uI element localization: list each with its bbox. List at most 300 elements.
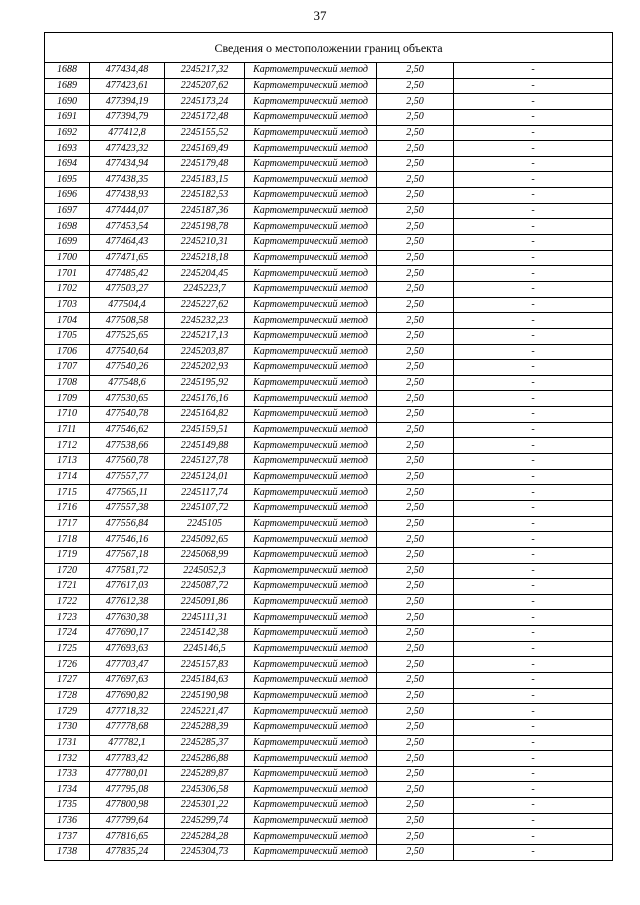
table-row bbox=[45, 422, 613, 438]
method-cell: Картометрический метод bbox=[245, 813, 377, 829]
method-cell: Картометрический метод bbox=[245, 156, 377, 172]
point-number-cell: 1703 bbox=[45, 297, 90, 313]
point-number-cell: 1694 bbox=[45, 156, 90, 172]
method-cell: Картометрический метод bbox=[245, 532, 377, 548]
point-number-cell: 1704 bbox=[45, 313, 90, 329]
description-cell: - bbox=[454, 141, 613, 157]
y-coordinate-cell: 2245164,82 bbox=[165, 407, 245, 423]
description-cell: - bbox=[454, 250, 613, 266]
description-cell: - bbox=[454, 297, 613, 313]
point-number-cell: 1696 bbox=[45, 188, 90, 204]
x-coordinate-cell: 477816,65 bbox=[90, 829, 165, 845]
y-coordinate-cell: 2245107,72 bbox=[165, 500, 245, 516]
accuracy-cell: 2,50 bbox=[377, 141, 454, 157]
method-cell: Картометрический метод bbox=[245, 751, 377, 767]
x-coordinate-cell: 477557,77 bbox=[90, 469, 165, 485]
point-number-cell: 1698 bbox=[45, 219, 90, 235]
accuracy-cell: 2,50 bbox=[377, 109, 454, 125]
description-cell: - bbox=[454, 704, 613, 720]
point-number-cell: 1713 bbox=[45, 454, 90, 470]
table-row bbox=[45, 594, 613, 610]
x-coordinate-cell: 477546,16 bbox=[90, 532, 165, 548]
point-number-cell: 1732 bbox=[45, 751, 90, 767]
table-title-row bbox=[45, 33, 613, 63]
method-cell: Картометрический метод bbox=[245, 500, 377, 516]
accuracy-cell: 2,50 bbox=[377, 782, 454, 798]
point-number-cell: 1688 bbox=[45, 63, 90, 79]
y-coordinate-cell: 2245105 bbox=[165, 516, 245, 532]
accuracy-cell: 2,50 bbox=[377, 281, 454, 297]
point-number-cell: 1729 bbox=[45, 704, 90, 720]
point-number-cell: 1724 bbox=[45, 626, 90, 642]
description-cell: - bbox=[454, 469, 613, 485]
point-number-cell: 1721 bbox=[45, 579, 90, 595]
table-row bbox=[45, 845, 613, 861]
point-number-cell: 1722 bbox=[45, 594, 90, 610]
description-cell: - bbox=[454, 344, 613, 360]
description-cell: - bbox=[454, 454, 613, 470]
table-row bbox=[45, 125, 613, 141]
accuracy-cell: 2,50 bbox=[377, 328, 454, 344]
x-coordinate-cell: 477530,65 bbox=[90, 391, 165, 407]
accuracy-cell: 2,50 bbox=[377, 203, 454, 219]
accuracy-cell: 2,50 bbox=[377, 63, 454, 79]
point-number-cell: 1736 bbox=[45, 813, 90, 829]
accuracy-cell: 2,50 bbox=[377, 297, 454, 313]
y-coordinate-cell: 2245217,13 bbox=[165, 328, 245, 344]
accuracy-cell: 2,50 bbox=[377, 266, 454, 282]
y-coordinate-cell: 2245195,92 bbox=[165, 375, 245, 391]
description-cell: - bbox=[454, 751, 613, 767]
accuracy-cell: 2,50 bbox=[377, 422, 454, 438]
table-row bbox=[45, 454, 613, 470]
method-cell: Картометрический метод bbox=[245, 281, 377, 297]
x-coordinate-cell: 477697,63 bbox=[90, 672, 165, 688]
description-cell: - bbox=[454, 766, 613, 782]
method-cell: Картометрический метод bbox=[245, 109, 377, 125]
method-cell: Картометрический метод bbox=[245, 579, 377, 595]
x-coordinate-cell: 477800,98 bbox=[90, 798, 165, 814]
table-row bbox=[45, 203, 613, 219]
method-cell: Картометрический метод bbox=[245, 360, 377, 376]
table-row bbox=[45, 94, 613, 110]
point-number-cell: 1695 bbox=[45, 172, 90, 188]
table-row bbox=[45, 485, 613, 501]
description-cell: - bbox=[454, 500, 613, 516]
description-cell: - bbox=[454, 375, 613, 391]
x-coordinate-cell: 477423,32 bbox=[90, 141, 165, 157]
description-cell: - bbox=[454, 719, 613, 735]
y-coordinate-cell: 2245210,31 bbox=[165, 235, 245, 251]
table-row bbox=[45, 250, 613, 266]
point-number-cell: 1708 bbox=[45, 375, 90, 391]
description-cell: - bbox=[454, 579, 613, 595]
description-cell: - bbox=[454, 532, 613, 548]
accuracy-cell: 2,50 bbox=[377, 641, 454, 657]
description-cell: - bbox=[454, 94, 613, 110]
point-number-cell: 1705 bbox=[45, 328, 90, 344]
x-coordinate-cell: 477546,62 bbox=[90, 422, 165, 438]
accuracy-cell: 2,50 bbox=[377, 94, 454, 110]
table-row bbox=[45, 579, 613, 595]
point-number-cell: 1697 bbox=[45, 203, 90, 219]
method-cell: Картометрический метод bbox=[245, 547, 377, 563]
method-cell: Картометрический метод bbox=[245, 172, 377, 188]
point-number-cell: 1728 bbox=[45, 688, 90, 704]
accuracy-cell: 2,50 bbox=[377, 125, 454, 141]
accuracy-cell: 2,50 bbox=[377, 829, 454, 845]
y-coordinate-cell: 2245202,93 bbox=[165, 360, 245, 376]
x-coordinate-cell: 477799,64 bbox=[90, 813, 165, 829]
method-cell: Картометрический метод bbox=[245, 344, 377, 360]
x-coordinate-cell: 477718,32 bbox=[90, 704, 165, 720]
method-cell: Картометрический метод bbox=[245, 328, 377, 344]
point-number-cell: 1718 bbox=[45, 532, 90, 548]
x-coordinate-cell: 477783,42 bbox=[90, 751, 165, 767]
accuracy-cell: 2,50 bbox=[377, 78, 454, 94]
method-cell: Картометрический метод bbox=[245, 610, 377, 626]
y-coordinate-cell: 2245284,28 bbox=[165, 829, 245, 845]
table-row bbox=[45, 360, 613, 376]
x-coordinate-cell: 477782,1 bbox=[90, 735, 165, 751]
accuracy-cell: 2,50 bbox=[377, 657, 454, 673]
table-row bbox=[45, 500, 613, 516]
description-cell: - bbox=[454, 125, 613, 141]
description-cell: - bbox=[454, 391, 613, 407]
point-number-cell: 1730 bbox=[45, 719, 90, 735]
point-number-cell: 1720 bbox=[45, 563, 90, 579]
table-row bbox=[45, 516, 613, 532]
x-coordinate-cell: 477504,4 bbox=[90, 297, 165, 313]
y-coordinate-cell: 2245203,87 bbox=[165, 344, 245, 360]
point-number-cell: 1725 bbox=[45, 641, 90, 657]
table-row bbox=[45, 188, 613, 204]
x-coordinate-cell: 477560,78 bbox=[90, 454, 165, 470]
table-row bbox=[45, 313, 613, 329]
y-coordinate-cell: 2245232,23 bbox=[165, 313, 245, 329]
y-coordinate-cell: 2245149,88 bbox=[165, 438, 245, 454]
y-coordinate-cell: 2245111,31 bbox=[165, 610, 245, 626]
method-cell: Картометрический метод bbox=[245, 704, 377, 720]
point-number-cell: 1706 bbox=[45, 344, 90, 360]
accuracy-cell: 2,50 bbox=[377, 156, 454, 172]
accuracy-cell: 2,50 bbox=[377, 704, 454, 720]
table-row bbox=[45, 469, 613, 485]
y-coordinate-cell: 2245289,87 bbox=[165, 766, 245, 782]
y-coordinate-cell: 2245187,36 bbox=[165, 203, 245, 219]
method-cell: Картометрический метод bbox=[245, 688, 377, 704]
description-cell: - bbox=[454, 203, 613, 219]
table-body bbox=[45, 63, 613, 861]
y-coordinate-cell: 2245052,3 bbox=[165, 563, 245, 579]
y-coordinate-cell: 2245198,78 bbox=[165, 219, 245, 235]
table-row bbox=[45, 156, 613, 172]
point-number-cell: 1723 bbox=[45, 610, 90, 626]
accuracy-cell: 2,50 bbox=[377, 500, 454, 516]
method-cell: Картометрический метод bbox=[245, 407, 377, 423]
y-coordinate-cell: 2245285,37 bbox=[165, 735, 245, 751]
y-coordinate-cell: 2245127,78 bbox=[165, 454, 245, 470]
table-row bbox=[45, 407, 613, 423]
description-cell: - bbox=[454, 829, 613, 845]
description-cell: - bbox=[454, 594, 613, 610]
method-cell: Картометрический метод bbox=[245, 141, 377, 157]
method-cell: Картометрический метод bbox=[245, 516, 377, 532]
accuracy-cell: 2,50 bbox=[377, 579, 454, 595]
table-row bbox=[45, 375, 613, 391]
description-cell: - bbox=[454, 672, 613, 688]
description-cell: - bbox=[454, 688, 613, 704]
table-row bbox=[45, 78, 613, 94]
x-coordinate-cell: 477434,94 bbox=[90, 156, 165, 172]
point-number-cell: 1714 bbox=[45, 469, 90, 485]
x-coordinate-cell: 477556,84 bbox=[90, 516, 165, 532]
x-coordinate-cell: 477630,38 bbox=[90, 610, 165, 626]
x-coordinate-cell: 477690,17 bbox=[90, 626, 165, 642]
point-number-cell: 1701 bbox=[45, 266, 90, 282]
table-row bbox=[45, 328, 613, 344]
description-cell: - bbox=[454, 266, 613, 282]
description-cell: - bbox=[454, 516, 613, 532]
y-coordinate-cell: 2245183,15 bbox=[165, 172, 245, 188]
point-number-cell: 1712 bbox=[45, 438, 90, 454]
table-row bbox=[45, 688, 613, 704]
point-number-cell: 1711 bbox=[45, 422, 90, 438]
x-coordinate-cell: 477612,38 bbox=[90, 594, 165, 610]
point-number-cell: 1734 bbox=[45, 782, 90, 798]
table-row bbox=[45, 438, 613, 454]
y-coordinate-cell: 2245146,5 bbox=[165, 641, 245, 657]
accuracy-cell: 2,50 bbox=[377, 219, 454, 235]
y-coordinate-cell: 2245182,53 bbox=[165, 188, 245, 204]
accuracy-cell: 2,50 bbox=[377, 250, 454, 266]
table-row bbox=[45, 63, 613, 79]
table-row bbox=[45, 547, 613, 563]
method-cell: Картометрический метод bbox=[245, 641, 377, 657]
method-cell: Картометрический метод bbox=[245, 266, 377, 282]
table-row bbox=[45, 172, 613, 188]
accuracy-cell: 2,50 bbox=[377, 751, 454, 767]
y-coordinate-cell: 2245217,32 bbox=[165, 63, 245, 79]
description-cell: - bbox=[454, 188, 613, 204]
y-coordinate-cell: 2245227,62 bbox=[165, 297, 245, 313]
y-coordinate-cell: 2245172,48 bbox=[165, 109, 245, 125]
x-coordinate-cell: 477525,65 bbox=[90, 328, 165, 344]
x-coordinate-cell: 477538,66 bbox=[90, 438, 165, 454]
x-coordinate-cell: 477795,08 bbox=[90, 782, 165, 798]
table-row bbox=[45, 751, 613, 767]
table-row bbox=[45, 141, 613, 157]
accuracy-cell: 2,50 bbox=[377, 469, 454, 485]
accuracy-cell: 2,50 bbox=[377, 516, 454, 532]
point-number-cell: 1735 bbox=[45, 798, 90, 814]
y-coordinate-cell: 2245092,65 bbox=[165, 532, 245, 548]
point-number-cell: 1690 bbox=[45, 94, 90, 110]
table-row bbox=[45, 735, 613, 751]
point-number-cell: 1737 bbox=[45, 829, 90, 845]
y-coordinate-cell: 2245207,62 bbox=[165, 78, 245, 94]
description-cell: - bbox=[454, 172, 613, 188]
y-coordinate-cell: 2245223,7 bbox=[165, 281, 245, 297]
accuracy-cell: 2,50 bbox=[377, 375, 454, 391]
y-coordinate-cell: 2245091,86 bbox=[165, 594, 245, 610]
y-coordinate-cell: 2245204,45 bbox=[165, 266, 245, 282]
description-cell: - bbox=[454, 485, 613, 501]
accuracy-cell: 2,50 bbox=[377, 672, 454, 688]
y-coordinate-cell: 2245221,47 bbox=[165, 704, 245, 720]
table-row bbox=[45, 657, 613, 673]
x-coordinate-cell: 477567,18 bbox=[90, 547, 165, 563]
method-cell: Картометрический метод bbox=[245, 798, 377, 814]
x-coordinate-cell: 477423,61 bbox=[90, 78, 165, 94]
table-row bbox=[45, 532, 613, 548]
table-row bbox=[45, 719, 613, 735]
y-coordinate-cell: 2245184,63 bbox=[165, 672, 245, 688]
x-coordinate-cell: 477434,48 bbox=[90, 63, 165, 79]
accuracy-cell: 2,50 bbox=[377, 313, 454, 329]
table-row bbox=[45, 782, 613, 798]
description-cell: - bbox=[454, 735, 613, 751]
x-coordinate-cell: 477540,26 bbox=[90, 360, 165, 376]
x-coordinate-cell: 477444,07 bbox=[90, 203, 165, 219]
point-number-cell: 1689 bbox=[45, 78, 90, 94]
x-coordinate-cell: 477548,6 bbox=[90, 375, 165, 391]
y-coordinate-cell: 2245190,98 bbox=[165, 688, 245, 704]
x-coordinate-cell: 477394,19 bbox=[90, 94, 165, 110]
table-row bbox=[45, 641, 613, 657]
x-coordinate-cell: 477412,8 bbox=[90, 125, 165, 141]
table-row bbox=[45, 266, 613, 282]
accuracy-cell: 2,50 bbox=[377, 454, 454, 470]
table-row bbox=[45, 109, 613, 125]
description-cell: - bbox=[454, 782, 613, 798]
method-cell: Картометрический метод bbox=[245, 563, 377, 579]
method-cell: Картометрический метод bbox=[245, 845, 377, 861]
table-row bbox=[45, 297, 613, 313]
method-cell: Картометрический метод bbox=[245, 485, 377, 501]
method-cell: Картометрический метод bbox=[245, 235, 377, 251]
x-coordinate-cell: 477503,27 bbox=[90, 281, 165, 297]
method-cell: Картометрический метод bbox=[245, 829, 377, 845]
description-cell: - bbox=[454, 109, 613, 125]
x-coordinate-cell: 477581,72 bbox=[90, 563, 165, 579]
method-cell: Картометрический метод bbox=[245, 719, 377, 735]
point-number-cell: 1691 bbox=[45, 109, 90, 125]
x-coordinate-cell: 477617,03 bbox=[90, 579, 165, 595]
y-coordinate-cell: 2245301,22 bbox=[165, 798, 245, 814]
accuracy-cell: 2,50 bbox=[377, 610, 454, 626]
accuracy-cell: 2,50 bbox=[377, 766, 454, 782]
table-row bbox=[45, 813, 613, 829]
x-coordinate-cell: 477835,24 bbox=[90, 845, 165, 861]
accuracy-cell: 2,50 bbox=[377, 360, 454, 376]
point-number-cell: 1738 bbox=[45, 845, 90, 861]
y-coordinate-cell: 2245299,74 bbox=[165, 813, 245, 829]
method-cell: Картометрический метод bbox=[245, 672, 377, 688]
y-coordinate-cell: 2245124,01 bbox=[165, 469, 245, 485]
point-number-cell: 1715 bbox=[45, 485, 90, 501]
x-coordinate-cell: 477453,54 bbox=[90, 219, 165, 235]
description-cell: - bbox=[454, 63, 613, 79]
point-number-cell: 1717 bbox=[45, 516, 90, 532]
table-row bbox=[45, 344, 613, 360]
y-coordinate-cell: 2245157,83 bbox=[165, 657, 245, 673]
y-coordinate-cell: 2245179,48 bbox=[165, 156, 245, 172]
method-cell: Картометрический метод bbox=[245, 63, 377, 79]
table-row bbox=[45, 626, 613, 642]
accuracy-cell: 2,50 bbox=[377, 594, 454, 610]
accuracy-cell: 2,50 bbox=[377, 688, 454, 704]
x-coordinate-cell: 477540,64 bbox=[90, 344, 165, 360]
description-cell: - bbox=[454, 547, 613, 563]
description-cell: - bbox=[454, 313, 613, 329]
method-cell: Картометрический метод bbox=[245, 594, 377, 610]
point-number-cell: 1693 bbox=[45, 141, 90, 157]
y-coordinate-cell: 2245155,52 bbox=[165, 125, 245, 141]
y-coordinate-cell: 2245304,73 bbox=[165, 845, 245, 861]
method-cell: Картометрический метод bbox=[245, 391, 377, 407]
point-number-cell: 1731 bbox=[45, 735, 90, 751]
x-coordinate-cell: 477690,82 bbox=[90, 688, 165, 704]
x-coordinate-cell: 477485,42 bbox=[90, 266, 165, 282]
description-cell: - bbox=[454, 360, 613, 376]
x-coordinate-cell: 477438,93 bbox=[90, 188, 165, 204]
table-row bbox=[45, 766, 613, 782]
y-coordinate-cell: 2245173,24 bbox=[165, 94, 245, 110]
y-coordinate-cell: 2245068,99 bbox=[165, 547, 245, 563]
table-row bbox=[45, 219, 613, 235]
y-coordinate-cell: 2245117,74 bbox=[165, 485, 245, 501]
x-coordinate-cell: 477693,63 bbox=[90, 641, 165, 657]
table-row bbox=[45, 798, 613, 814]
accuracy-cell: 2,50 bbox=[377, 547, 454, 563]
point-number-cell: 1709 bbox=[45, 391, 90, 407]
description-cell: - bbox=[454, 563, 613, 579]
y-coordinate-cell: 2245159,51 bbox=[165, 422, 245, 438]
y-coordinate-cell: 2245218,18 bbox=[165, 250, 245, 266]
table-row bbox=[45, 235, 613, 251]
x-coordinate-cell: 477540,78 bbox=[90, 407, 165, 423]
accuracy-cell: 2,50 bbox=[377, 735, 454, 751]
description-cell: - bbox=[454, 422, 613, 438]
accuracy-cell: 2,50 bbox=[377, 438, 454, 454]
y-coordinate-cell: 2245169,49 bbox=[165, 141, 245, 157]
method-cell: Картометрический метод bbox=[245, 219, 377, 235]
table-row bbox=[45, 563, 613, 579]
method-cell: Картометрический метод bbox=[245, 626, 377, 642]
y-coordinate-cell: 2245286,88 bbox=[165, 751, 245, 767]
description-cell: - bbox=[454, 78, 613, 94]
page-number: 37 bbox=[313, 8, 327, 23]
accuracy-cell: 2,50 bbox=[377, 798, 454, 814]
description-cell: - bbox=[454, 281, 613, 297]
x-coordinate-cell: 477464,43 bbox=[90, 235, 165, 251]
description-cell: - bbox=[454, 407, 613, 423]
accuracy-cell: 2,50 bbox=[377, 188, 454, 204]
method-cell: Картометрический метод bbox=[245, 438, 377, 454]
method-cell: Картометрический метод bbox=[245, 735, 377, 751]
description-cell: - bbox=[454, 845, 613, 861]
x-coordinate-cell: 477471,65 bbox=[90, 250, 165, 266]
method-cell: Картометрический метод bbox=[245, 94, 377, 110]
method-cell: Картометрический метод bbox=[245, 313, 377, 329]
x-coordinate-cell: 477438,35 bbox=[90, 172, 165, 188]
y-coordinate-cell: 2245176,16 bbox=[165, 391, 245, 407]
description-cell: - bbox=[454, 156, 613, 172]
boundary-table bbox=[44, 32, 613, 861]
table-row bbox=[45, 829, 613, 845]
table-row bbox=[45, 704, 613, 720]
